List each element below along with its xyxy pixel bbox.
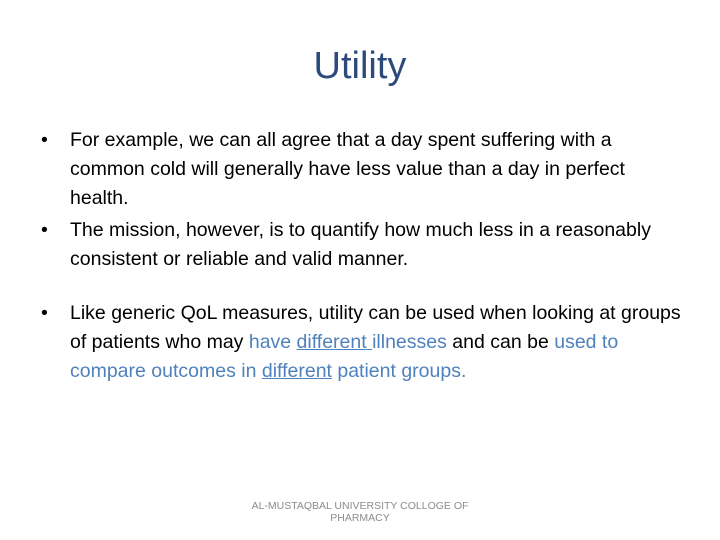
slide-footer: AL-MUSTAQBAL UNIVERSITY COLLOGE OF PHARMACY [251, 500, 469, 524]
bullet-item [36, 126, 686, 213]
highlight-text-illnesses: illnesses [372, 331, 447, 353]
bullet-text-run: Like generic QoL measures, utility can be used when looking at groups of patients who may [70, 302, 681, 353]
highlight-text-compare: used to compare outcomes in [70, 331, 619, 382]
hyperlink-different[interactable]: different [296, 331, 373, 353]
bullet-dot: • [41, 302, 48, 324]
hyperlink-different-2[interactable]: different [261, 360, 332, 382]
bullet-text-run: and can be [446, 331, 555, 353]
bullet-text: The mission, however, is to quantify how much less in a reasonably consistent or reliable and valid manner. [70, 219, 651, 270]
bullet-text: For example, we can all agree that a day spent suffering with a common cold will generally have less value than a day in perfect health. [70, 129, 625, 209]
bullet-list [36, 126, 686, 389]
bullet-dot: • [41, 129, 48, 151]
bullet-text [70, 302, 681, 382]
highlight-text-patient-groups: patient groups. [331, 360, 467, 382]
bullet-item [36, 216, 686, 274]
bullet-item [36, 299, 686, 386]
bullet-dot: • [41, 219, 48, 241]
highlight-text-have: have [248, 331, 297, 353]
slide-title: Utility [313, 45, 407, 87]
